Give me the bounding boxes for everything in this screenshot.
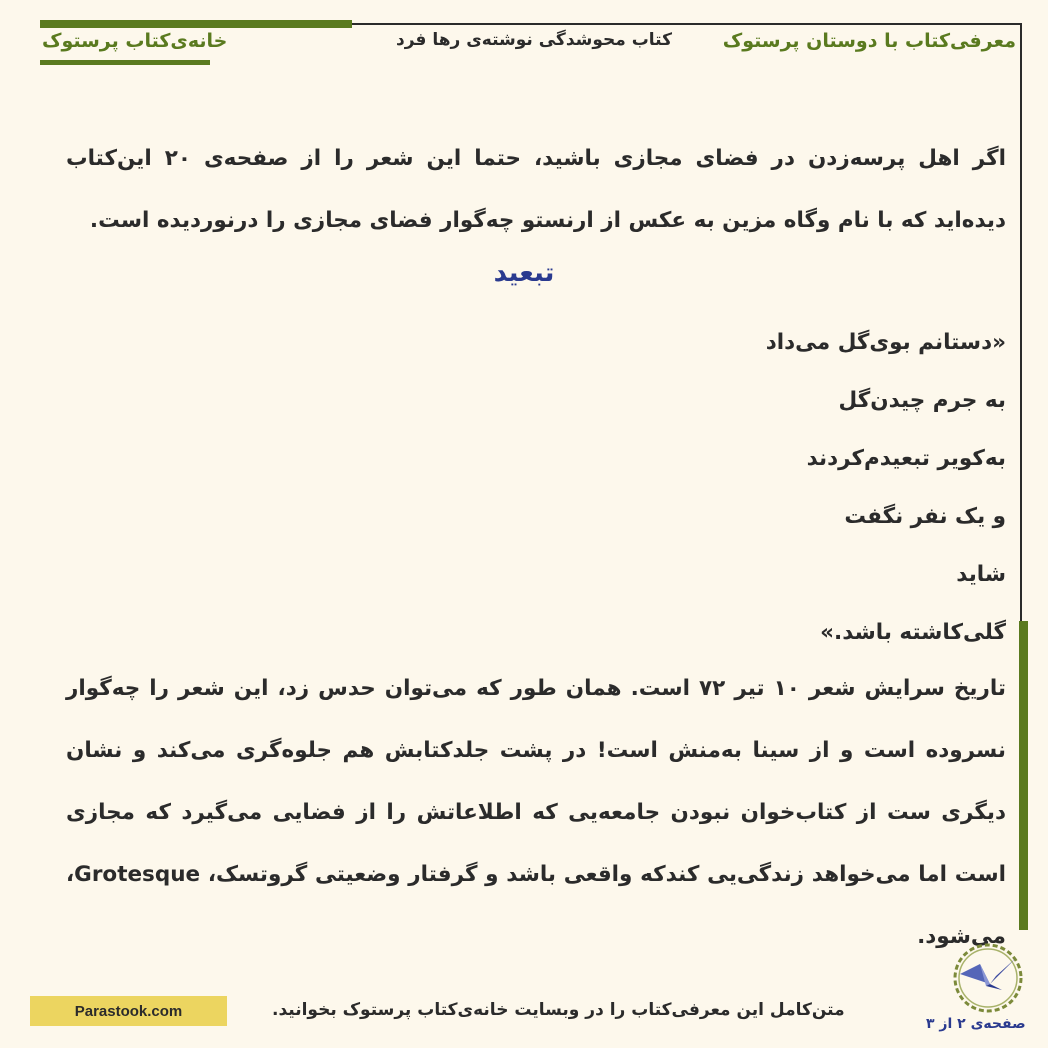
body-paragraph: تاریخ سرایش شعر ۱۰ تیر ۷۲ است. همان طور که می‌توان حدس زد، این شعر را چه‌گوار نسروده است و از سینا به‌منش است! در پشت جلد‌کتابش هم جلوه‌گری می‌کند و نشان دیگری ست از کتاب‌خوان نبودن جامعه‌یی که اطلاعاتش را از فضایی می‌گیرد که مجازی است اما می‌خواهد زندگی‌یی کند‌که واقعی باشد و گرفتار وضعیتی گروتسک، Grotesque، می‌شود.	[66, 676, 1006, 949]
poem-line-4: و یک نفر نگفت	[844, 504, 1006, 529]
page-number: صفحه‌ی ۲ از ۳	[926, 1016, 1026, 1032]
poem-block	[766, 314, 1006, 662]
header-left-title: خانه‌ی‌کتاب پرستوک	[42, 30, 228, 52]
site-link-label: Parastook.com	[74, 1002, 183, 1020]
poem-line-1: «دستانم بوی‌گل می‌داد	[765, 330, 1006, 355]
header-right-title: معرفی‌کتاب با دوستان پرستوک	[722, 30, 1016, 52]
footer-cta: متن‌کامل این معرفی‌کتاب را در وبسایت خانه‌ی‌کتاب پرستوک بخوانید.	[272, 1000, 845, 1020]
right-frame-line	[1020, 23, 1022, 621]
header-center-title: کتاب محوشدگی نوشته‌ی رها فرد	[396, 30, 673, 50]
poem-line-6: گلی‌کاشته باشد.»	[820, 620, 1006, 645]
body-block	[66, 658, 1006, 968]
poem-line-3: به‌کویر تبعیدم‌کردند	[806, 446, 1006, 471]
top-left-green-bar	[40, 20, 352, 28]
bottom-left-green-bar	[40, 60, 210, 65]
poem-line-2: به جرم چیدن‌گل	[838, 388, 1006, 413]
intro-block	[66, 128, 1006, 252]
intro-paragraph: اگر اهل پرسه‌زدن در فضای مجازی باشید، حتما این شعر را از صفحه‌ی ۲۰ این‌کتاب دیده‌اید که با نام و‌گاه مزین به عکس از ارنستو چه‌گوار فضای مجازی را درنوردیده است.	[66, 146, 1006, 233]
poem-title: تبعید	[493, 258, 555, 288]
site-link[interactable]	[30, 996, 227, 1026]
paper-crane-logo-icon	[950, 940, 1026, 1016]
right-green-bar	[1019, 621, 1028, 930]
top-frame-line	[352, 23, 1022, 25]
poem-line-5: شاید	[956, 562, 1006, 587]
